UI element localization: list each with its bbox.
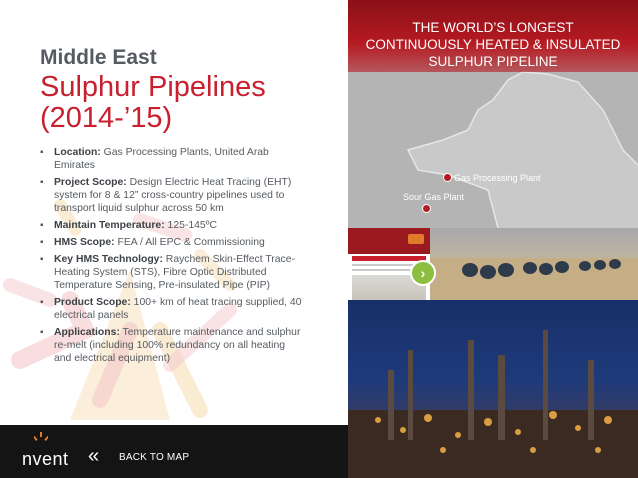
detail-label: Applications:	[54, 327, 120, 338]
gas-plant-night-photo	[348, 300, 638, 478]
detail-label: Key HMS Technology:	[54, 254, 163, 265]
pipe-spools-illustration	[430, 228, 638, 303]
detail-maintain-temperature	[40, 219, 302, 232]
project-panel	[0, 0, 348, 425]
project-title-line2: (2014-’15)	[40, 102, 173, 134]
gas-plant-label: Gas Processing Plant	[454, 173, 541, 183]
project-title-line1: Sulphur Pipelines	[40, 71, 266, 103]
detail-text: Raychem Skin-Effect Trace-Heating System (STS), Fibre Optic Distributed Temperature Sensing, Pre-insulated Pipe (PIP)	[54, 254, 295, 291]
project-title	[40, 72, 266, 134]
detail-label: Maintain Temperature:	[54, 220, 165, 231]
detail-key-technology	[40, 253, 302, 292]
next-arrow-icon[interactable]: ›	[410, 260, 436, 286]
detail-product-scope	[40, 296, 302, 322]
detail-text: Temperature maintenance and sulphur re-melt (including 100% redundancy on all heating and electrical equipment)	[54, 327, 301, 364]
nvent-logo-mark-icon	[34, 432, 48, 446]
headline-banner	[348, 0, 638, 72]
title-block	[40, 46, 266, 134]
detail-location	[40, 146, 302, 172]
plant-skyline-illustration	[348, 300, 638, 478]
region-label: Middle East	[40, 46, 157, 69]
detail-label: Project Scope:	[54, 177, 127, 188]
document-logo-icon	[408, 234, 424, 244]
detail-text: 100+ km of heat tracing supplied, 40 electrical panels	[54, 297, 302, 321]
detail-text: FEA / All EPC & Commissioning	[114, 237, 265, 248]
detail-label: HMS Scope:	[54, 237, 115, 248]
back-arrow-icon[interactable]: «	[88, 445, 100, 467]
detail-hms-scope	[40, 236, 302, 249]
detail-label: Location:	[54, 147, 101, 158]
gas-plant-pin-icon[interactable]	[443, 173, 452, 182]
detail-applications	[40, 326, 302, 365]
detail-text: 125-145ºC	[164, 220, 217, 231]
sour-gas-plant-pin-icon[interactable]	[422, 204, 431, 213]
nvent-logo: nvent	[22, 449, 69, 469]
document-header	[348, 228, 430, 254]
pipeline-map	[348, 0, 638, 228]
project-details-list	[40, 146, 302, 369]
document-title-bar	[352, 256, 426, 261]
sour-gas-plant-label: Sour Gas Plant	[403, 192, 465, 202]
headline-text: THE WORLD’S LONGEST CONTINUOUSLY HEATED & INSULATED SULPHUR PIPELINE	[365, 20, 621, 69]
image-panel	[348, 0, 638, 478]
detail-text: Gas Processing Plants, United Arab Emirates	[54, 147, 269, 171]
detail-project-scope	[40, 176, 302, 215]
pipeline-site-photo	[430, 228, 638, 303]
detail-text: Design Electric Heat Tracing (EHT) system for 8 & 12” cross-country pipelines used to transport liquid sulphur across 50 km	[54, 177, 292, 214]
back-to-map-link[interactable]: BACK TO MAP	[119, 452, 190, 463]
detail-label: Product Scope:	[54, 297, 131, 308]
